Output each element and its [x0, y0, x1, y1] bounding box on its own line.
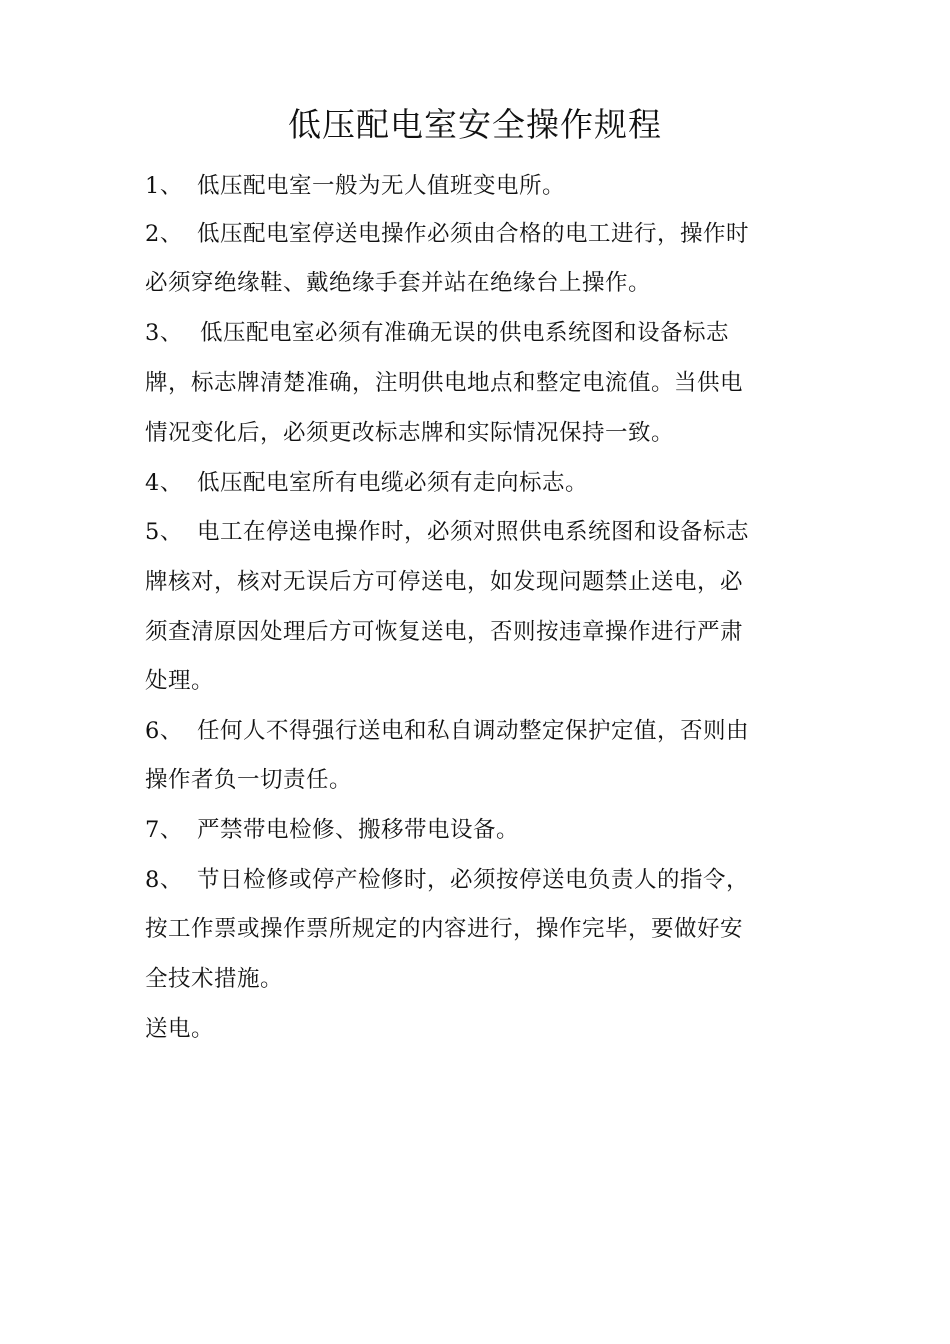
item-8-number: 8、	[145, 867, 183, 893]
item-4-number: 4、	[145, 470, 183, 496]
item-7-number: 7、	[145, 817, 183, 843]
item-5-text: 电工在停送电操作时，必须对照供电系统图和设备标志	[197, 519, 750, 545]
item-3-line-3: 情况变化后，必须更改标志牌和实际情况保持一致。	[145, 420, 675, 446]
item-3-line-1	[145, 318, 729, 348]
item-1-number: 1、	[145, 173, 183, 199]
item-2-line-1	[145, 219, 749, 249]
item-8-text: 节日检修或停产检修时，必须按停送电负责人的指令，	[197, 867, 750, 893]
item-6-line-2: 操作者负一切责任。	[145, 767, 353, 793]
item-5-line-2: 牌核对，核对无误后方可停送电，如发现问题禁止送电，必	[145, 569, 744, 595]
item-3-line-2: 牌，标志牌清楚准确，注明供电地点和整定电流值。当供电	[145, 370, 744, 396]
trailing-text: 送电。	[145, 1016, 215, 1042]
item-5-line-1	[145, 517, 749, 547]
item-4-line-1	[145, 468, 588, 498]
item-1-text: 低压配电室一般为无人值班变电所。	[197, 173, 566, 199]
item-8-line-3: 全技术措施。	[145, 966, 284, 992]
item-3-text: 低压配电室必须有准确无误的供电系统图和设备标志	[200, 320, 730, 346]
item-6-text: 任何人不得强行送电和私自调动整定保护定值，否则由	[197, 718, 750, 744]
document-title: 低压配电室安全操作规程	[288, 105, 662, 144]
item-4-text: 低压配电室所有电缆必须有走向标志。	[197, 470, 589, 496]
item-6-line-1	[145, 716, 749, 746]
item-5-line-4: 处理。	[145, 668, 215, 694]
item-2-text: 低压配电室停送电操作必须由合格的电工进行，操作时	[197, 221, 750, 247]
item-7-text: 严禁带电检修、搬移带电设备。	[197, 817, 520, 843]
item-3-number: 3、	[145, 320, 183, 346]
item-5-line-3: 须查清原因处理后方可恢复送电，否则按违章操作进行严肃	[145, 619, 744, 645]
item-8-line-2: 按工作票或操作票所规定的内容进行，操作完毕，要做好安	[145, 916, 744, 942]
item-7-line-1	[145, 815, 519, 845]
item-8-line-1	[145, 865, 749, 895]
item-2-number: 2、	[145, 221, 183, 247]
item-1-line-1	[145, 171, 565, 201]
item-6-number: 6、	[145, 718, 183, 744]
item-2-line-2: 必须穿绝缘鞋、戴绝缘手套并站在绝缘台上操作。	[145, 270, 652, 296]
item-5-number: 5、	[145, 519, 183, 545]
